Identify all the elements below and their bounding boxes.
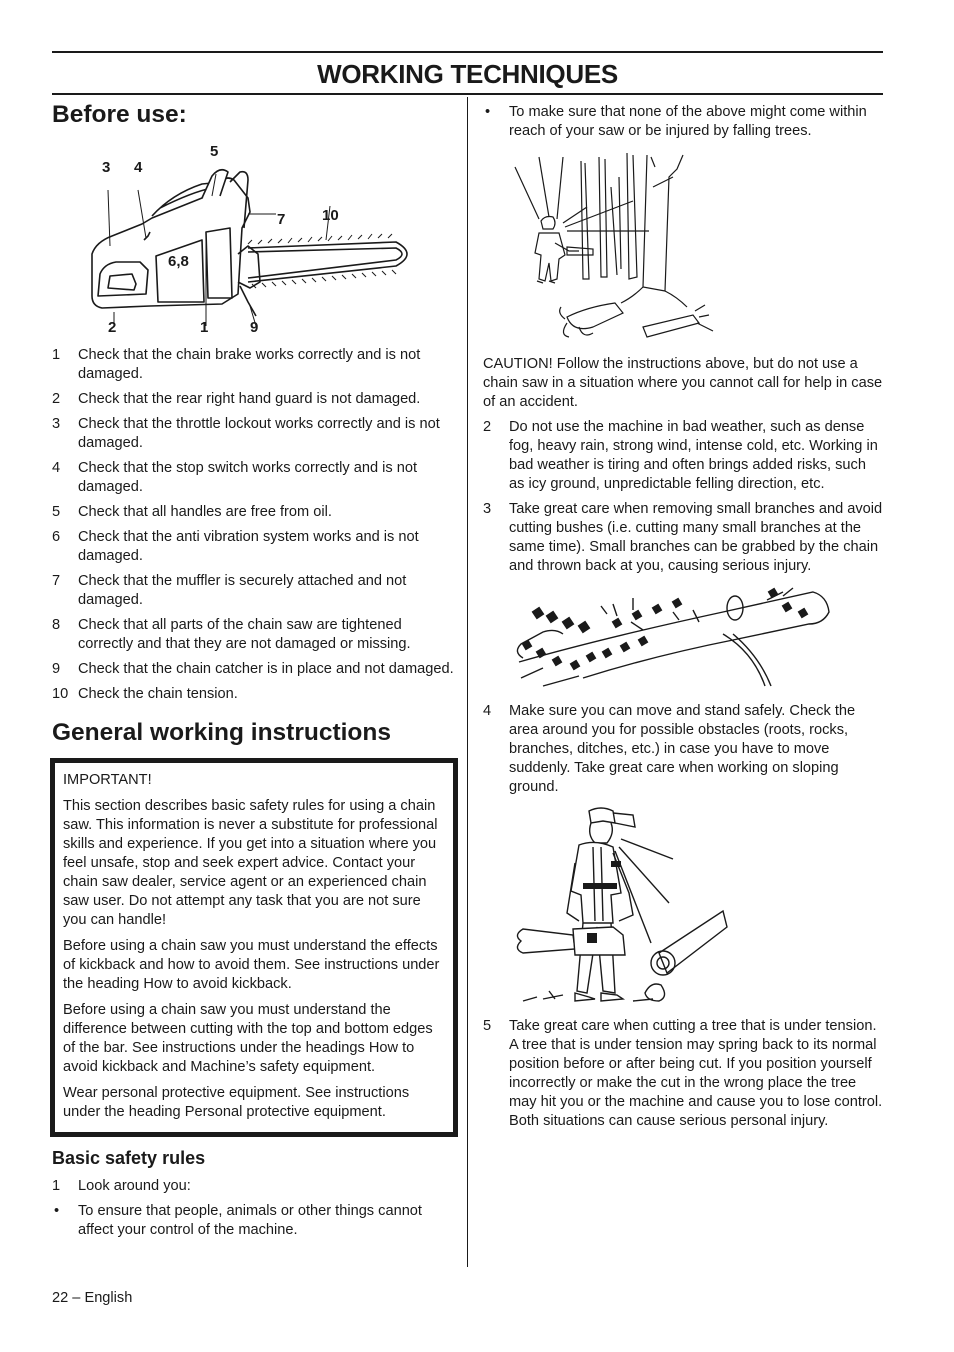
- diagram-label-2: 2: [108, 319, 117, 332]
- before-use-heading: Before use:: [52, 101, 187, 128]
- diagram-label-4: 4: [134, 159, 143, 176]
- chainsaw-diagram: [52, 136, 452, 332]
- important-paragraph: This section describes basic safety rules for using a chain saw. This information is never a substitute for professional skills and experience. If you get into a situation where you feel unsafe, stop and seek expert advice. Contact your chain saw dealer, service agent or an experienced chain saw user. Do not attempt any task that you are not sure you can handle!: [63, 798, 438, 928]
- list-item: 7 Check that the muffler is securely attached and not damaged.: [52, 573, 407, 608]
- diagram-label-6-8: 6,8: [168, 253, 189, 270]
- list-item: 6 Check that the anti vibration system works and is not damaged.: [52, 529, 419, 564]
- diagram-label-1: 1: [200, 319, 209, 332]
- left-column: [52, 100, 454, 1246]
- caution-text: CAUTION! Follow the instructions above, but do not use a chain saw in a situation where you cannot call for help in case of an accident.: [483, 356, 883, 410]
- worker-standing-illustration: [483, 803, 883, 1009]
- list-item: 5 Take great care when cutting a tree that is under tension. A tree that is under tension may spring back to its normal position before or after being cut. If you position yourself incorrectly or make the cut in the wrong place the tree may hit you or the machine and cause you to lose control. Both situations can cause serious personal injury.: [483, 1018, 883, 1129]
- list-item: 2 Check that the rear right hand guard is not damaged.: [52, 391, 421, 407]
- list-item: 3 Check that the throttle lockout works correctly and is not damaged.: [52, 416, 440, 451]
- right-column: [483, 103, 883, 1137]
- branch-cutting-illustration: [483, 582, 883, 694]
- basic-rules-list: [52, 1177, 454, 1240]
- important-paragraph: Wear personal protective equipment. See instructions under the heading Personal protective equipment.: [63, 1085, 410, 1120]
- important-paragraph: Before using a chain saw you must understand the effects of kickback and how to avoid them. See instructions under the heading How to avoid kickback.: [63, 938, 440, 992]
- list-item: 8 Check that all parts of the chain saw are tightened correctly and that they are not damaged or missing.: [52, 617, 411, 652]
- list-item: 4 Check that the stop switch works correctly and is not damaged.: [52, 460, 418, 495]
- important-box: [50, 758, 458, 1137]
- general-instructions-heading: General working instructions: [52, 719, 391, 746]
- important-title: IMPORTANT!: [63, 772, 152, 788]
- list-item: 9 Check that the chain catcher is in place and not damaged.: [52, 661, 454, 677]
- list-item: 1 Look around you:: [52, 1178, 191, 1194]
- diagram-label-9: 9: [250, 319, 259, 332]
- list-item: 4 Make sure you can move and stand safely. Check the area around you for possible obstacles (roots, rocks, branches, ditches, etc.) in case you have to move suddenly. Take great care when working on sloping ground.: [483, 703, 856, 795]
- forest-worker-illustration: [483, 147, 883, 347]
- basic-safety-rules-heading: Basic safety rules: [52, 1148, 206, 1168]
- diagram-label-10: 10: [322, 207, 339, 224]
- bullet-item: • To make sure that none of the above might come within reach of your saw or be injured by falling trees.: [485, 104, 867, 139]
- list-item: 10 Check the chain tension.: [52, 686, 238, 702]
- diagram-label-5: 5: [210, 143, 219, 160]
- before-use-list: [52, 346, 454, 704]
- column-divider: [467, 97, 468, 1267]
- list-item: 1 Check that the chain brake works correctly and is not damaged.: [52, 347, 421, 382]
- page-footer: 22 – English: [52, 1290, 133, 1306]
- list-item: 5 Check that all handles are free from oil.: [52, 504, 332, 520]
- page-title: WORKING TECHNIQUES: [52, 51, 883, 95]
- bullet-item: • To ensure that people, animals or other things cannot affect your control of the machine.: [54, 1203, 422, 1238]
- diagram-label-7: 7: [277, 211, 286, 228]
- diagram-label-3: 3: [102, 159, 111, 176]
- list-item: 2 Do not use the machine in bad weather, such as dense fog, heavy rain, strong wind, intense cold, etc. Working in bad weather is tiring and often brings added risks, such as icy ground, unpredictable felling direction, etc.: [483, 419, 878, 492]
- list-item: 3 Take great care when removing small branches and avoid cutting bushes (i.e. cutting many small branches at the same time). Small branches can be grabbed by the chain and thrown back at you, causing serious injury.: [483, 501, 883, 574]
- important-paragraph: Before using a chain saw you must understand the difference between cutting with the top and bottom edges of the bar. See instructions under the headings How to avoid kickback and Machine’s safety equipment.: [63, 1002, 433, 1075]
